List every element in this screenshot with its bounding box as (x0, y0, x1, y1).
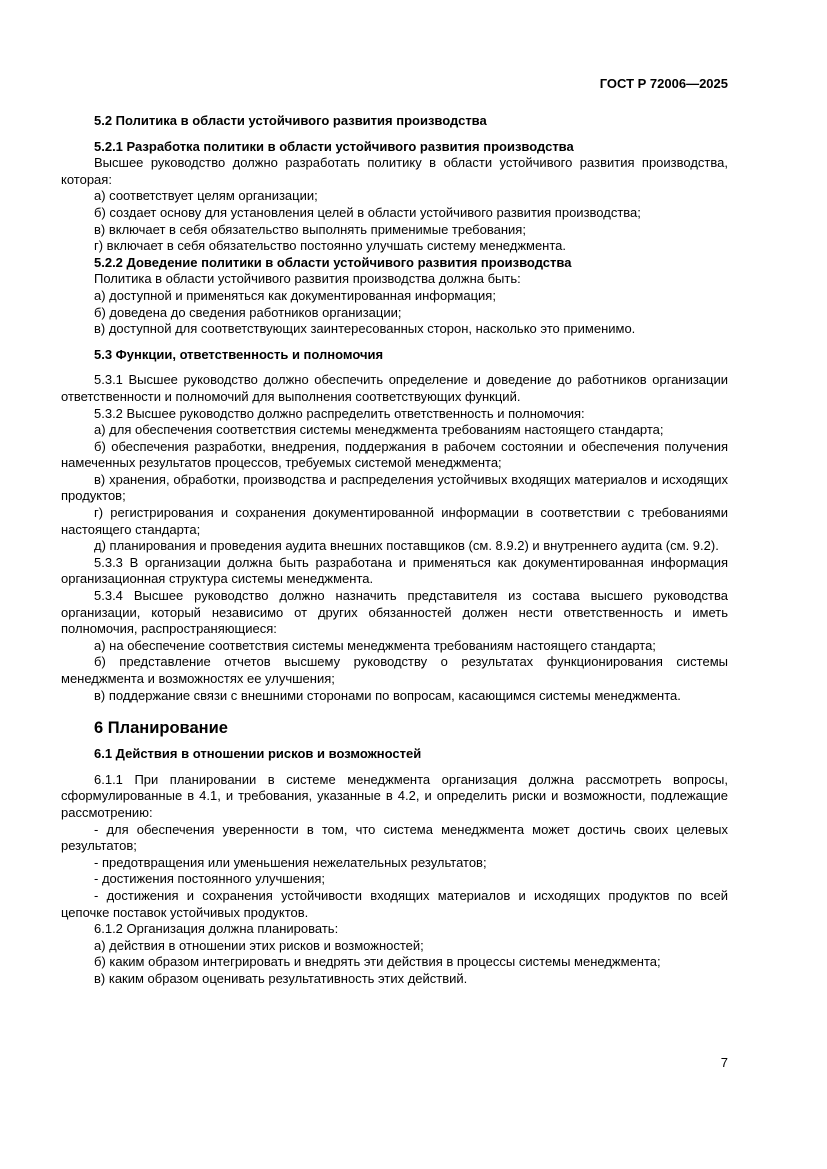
paragraph: в) хранения, обработки, производства и распределения устойчивых входящих материалов и исходящих продуктов; (61, 471, 728, 504)
paragraph: б) создает основу для установления целей в области устойчивого развития производства; (94, 204, 641, 220)
paragraph: 6.1.1 При планировании в системе менеджмента организация должна рассмотреть вопросы, сформулированные в 4.1, и требования, указанные в 4.2, и определить риски и возможности, подлежащие рассмотрению: (61, 771, 728, 820)
paragraph: 5.3.1 Высшее руководство должно обеспечить определение и доведение до работников организации ответственности и полномочий для выполнения соответствующих функций. (61, 372, 728, 404)
paragraph: Политика в области устойчивого развития производства должна быть: (94, 271, 521, 287)
clause-heading: 5.2.1 Разработка политики в области устойчивого развития производства (94, 138, 574, 154)
paragraph: д) планирования и проведения аудита внешних поставщиков (см. 8.9.2) и внутреннего аудита (см. 9.2). (94, 538, 719, 554)
paragraph: - предотвращения или уменьшения нежелательных результатов; (94, 854, 487, 870)
paragraph: б) представление отчетов высшему руководству о результатах функционирования системы менеджмента и возможностях ее улучшения; (61, 654, 728, 686)
paragraph: в) каким образом оценивать результативность этих действий. (94, 970, 468, 986)
paragraph: 5.3.3 В организации должна быть разработана и применяться как документированная информация организационная структура системы менеджмента. (61, 554, 728, 587)
subsection-heading: 5.3 Функции, ответственность и полномочия (94, 346, 384, 362)
clause-heading: 5.2.2 Доведение политики в области устойчивого развития производства (94, 254, 572, 270)
paragraph: б) доведена до сведения работников организации; (94, 304, 402, 320)
paragraph: б) каким образом интегрировать и внедрять эти действия в процессы системы менеджмента; (94, 954, 661, 970)
paragraph: а) соответствует целям организации; (94, 188, 318, 204)
page-number: 7 (720, 1055, 728, 1070)
paragraph: г) регистрирования и сохранения документированной информации в соответствии с требованиями настоящего стандарта; (61, 505, 728, 537)
paragraph: - достижения постоянного улучшения; (94, 871, 326, 887)
paragraph: в) поддержание связи с внешними сторонами по вопросам, касающимся системы менеджмента. (94, 687, 681, 703)
paragraph: а) для обеспечения соответствия системы менеджмента требованиям настоящего стандарта; (94, 422, 664, 438)
document-header: ГОСТ Р 72006—2025 (599, 76, 728, 91)
paragraph: - для обеспечения уверенности в том, что система менеджмента может достичь своих целевых результатов; (61, 821, 728, 854)
paragraph: в) доступной для соответствующих заинтересованных сторон, насколько это применимо. (94, 321, 636, 337)
paragraph: - достижения и сохранения устойчивости входящих материалов и исходящих продуктов по всей цепочке поставок устойчивых продуктов. (61, 887, 728, 920)
paragraph: в) включает в себя обязательство выполнять применимые требования; (94, 221, 526, 237)
paragraph: б) обеспечения разработки, внедрения, поддержания в рабочем состоянии и обеспечения получения намеченных результатов процессов, требуемых системой менеджмента; (61, 438, 728, 471)
subsection-heading: 5.2 Политика в области устойчивого развития производства (94, 113, 487, 128)
subsection-heading: 6.1 Действия в отношении рисков и возможностей (94, 746, 422, 762)
paragraph: а) действия в отношении этих рисков и возможностей; (94, 937, 424, 953)
paragraph: а) доступной и применяться как документированная информация; (94, 287, 496, 303)
paragraph: 5.3.4 Высшее руководство должно назначить представителя из состава высшего руководства организации, который независимо от других обязанностей должен нести ответственность и иметь полномочия, распространяющиеся: (61, 588, 728, 637)
document-body (61, 113, 728, 988)
paragraph: 5.3.2 Высшее руководство должно распределить ответственность и полномочия: (94, 405, 585, 421)
paragraph: а) на обеспечение соответствия системы менеджмента требованиям настоящего стандарта; (94, 637, 656, 653)
paragraph: Высшее руководство должно разработать политику в области устойчивого развития производства, которая: (61, 155, 728, 187)
paragraph: 6.1.2 Организация должна планировать: (94, 921, 339, 937)
section-heading: 6 Планирование (94, 719, 228, 738)
paragraph: г) включает в себя обязательство постоянно улучшать систему менеджмента. (94, 238, 567, 254)
